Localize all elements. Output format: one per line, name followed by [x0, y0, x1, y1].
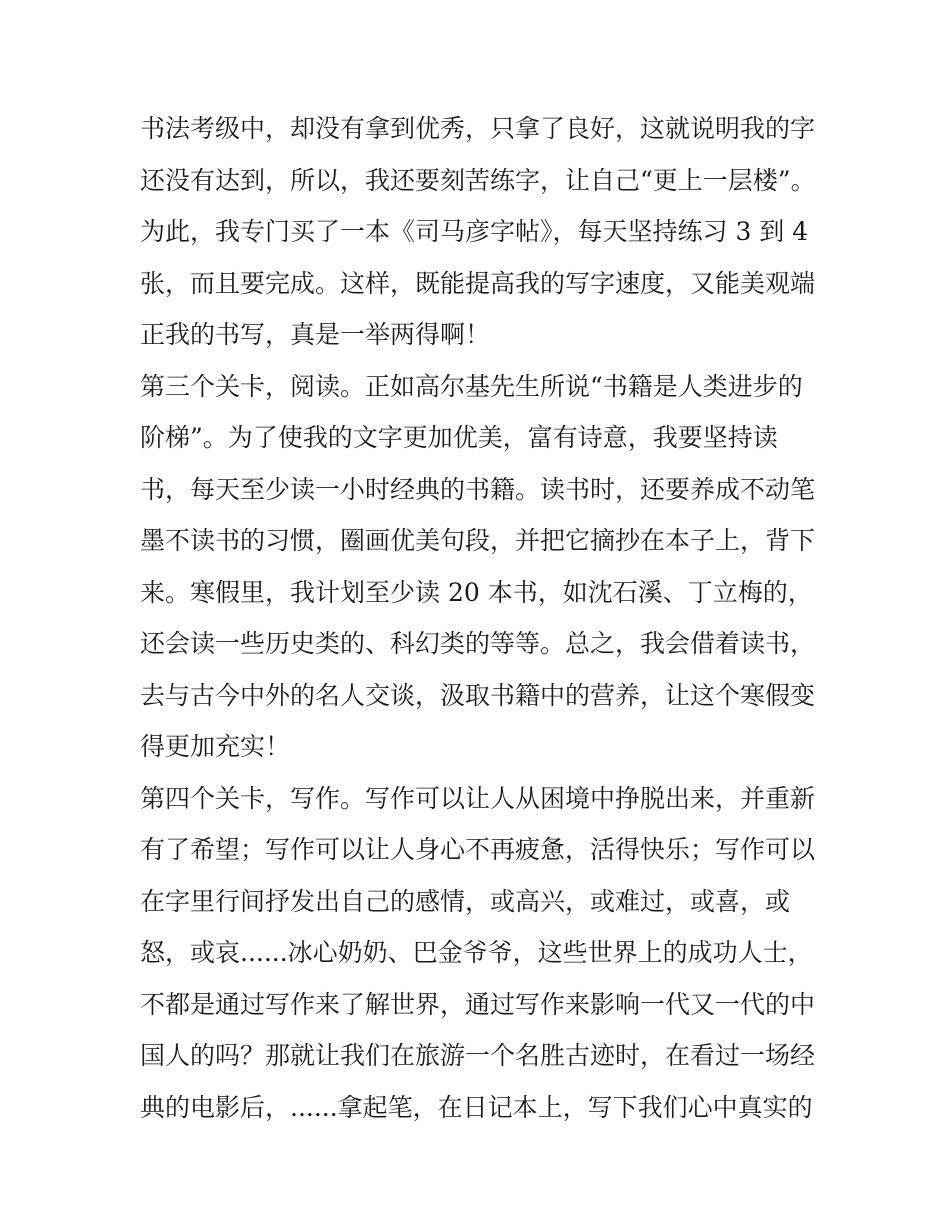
text-line: 阶梯”。为了使我的文字更加优美，富有诗意，我要坚持读	[140, 423, 778, 452]
text-line: 得更加充实！	[140, 732, 291, 761]
text-line: 第四个关卡，写作。写作可以让人从困境中挣脱出来，并重新	[140, 783, 816, 813]
text-line: 还没有达到，所以，我还要刻苦练字，让自己“更上一层楼”。	[140, 165, 816, 195]
text-line: 去与古今中外的名人交谈，汲取书籍中的营养，让这个寒假变	[140, 680, 816, 710]
text-line: 正我的书写，真是一举两得啊！	[140, 320, 491, 349]
text-line: 不都是通过写作来了解世界，通过写作来影响一代又一代的中	[140, 989, 816, 1019]
text-line: 还会读一些历史类的、科幻类的等等。总之，我会借着读书，	[140, 629, 816, 658]
body-text	[140, 103, 820, 1133]
text-line: 在字里行间抒发出自己的感情，或高兴，或难过，或喜，或	[140, 886, 791, 916]
text-line: 典的电影后，......拿起笔，在日记本上，写下我们心中真实的	[140, 1092, 813, 1122]
text-line: 来。寒假里，我计划至少读 20 本书，如沈石溪、丁立梅的，	[140, 577, 813, 607]
text-line: 有了希望；写作可以让人身心不再疲惫，活得快乐；写作可以	[140, 835, 816, 864]
text-line: 为此，我专门买了一本《司马彦字帖》，每天坚持练习 3 到 4	[140, 217, 809, 246]
text-line: 墨不读书的习惯，圈画优美句段，并把它摘抄在本子上，背下	[140, 526, 816, 555]
text-line: 张，而且要完成。这样，既能提高我的写字速度，又能美观端	[140, 268, 816, 298]
text-line: 书，每天至少读一小时经典的书籍。读书时，还要养成不动笔	[140, 474, 816, 504]
text-line: 第三个关卡，阅读。正如高尔基先生所说“书籍是人类进步的	[140, 371, 803, 401]
text-line: 国人的吗？那就让我们在旅游一个名胜古迹时，在看过一场经	[140, 1041, 816, 1070]
text-line: 怒，或哀......冰心奶奶、巴金爷爷，这些世界上的成功人士，	[140, 938, 813, 967]
text-line: 书法考级中，却没有拿到优秀，只拿了良好，这就说明我的字	[140, 114, 816, 143]
